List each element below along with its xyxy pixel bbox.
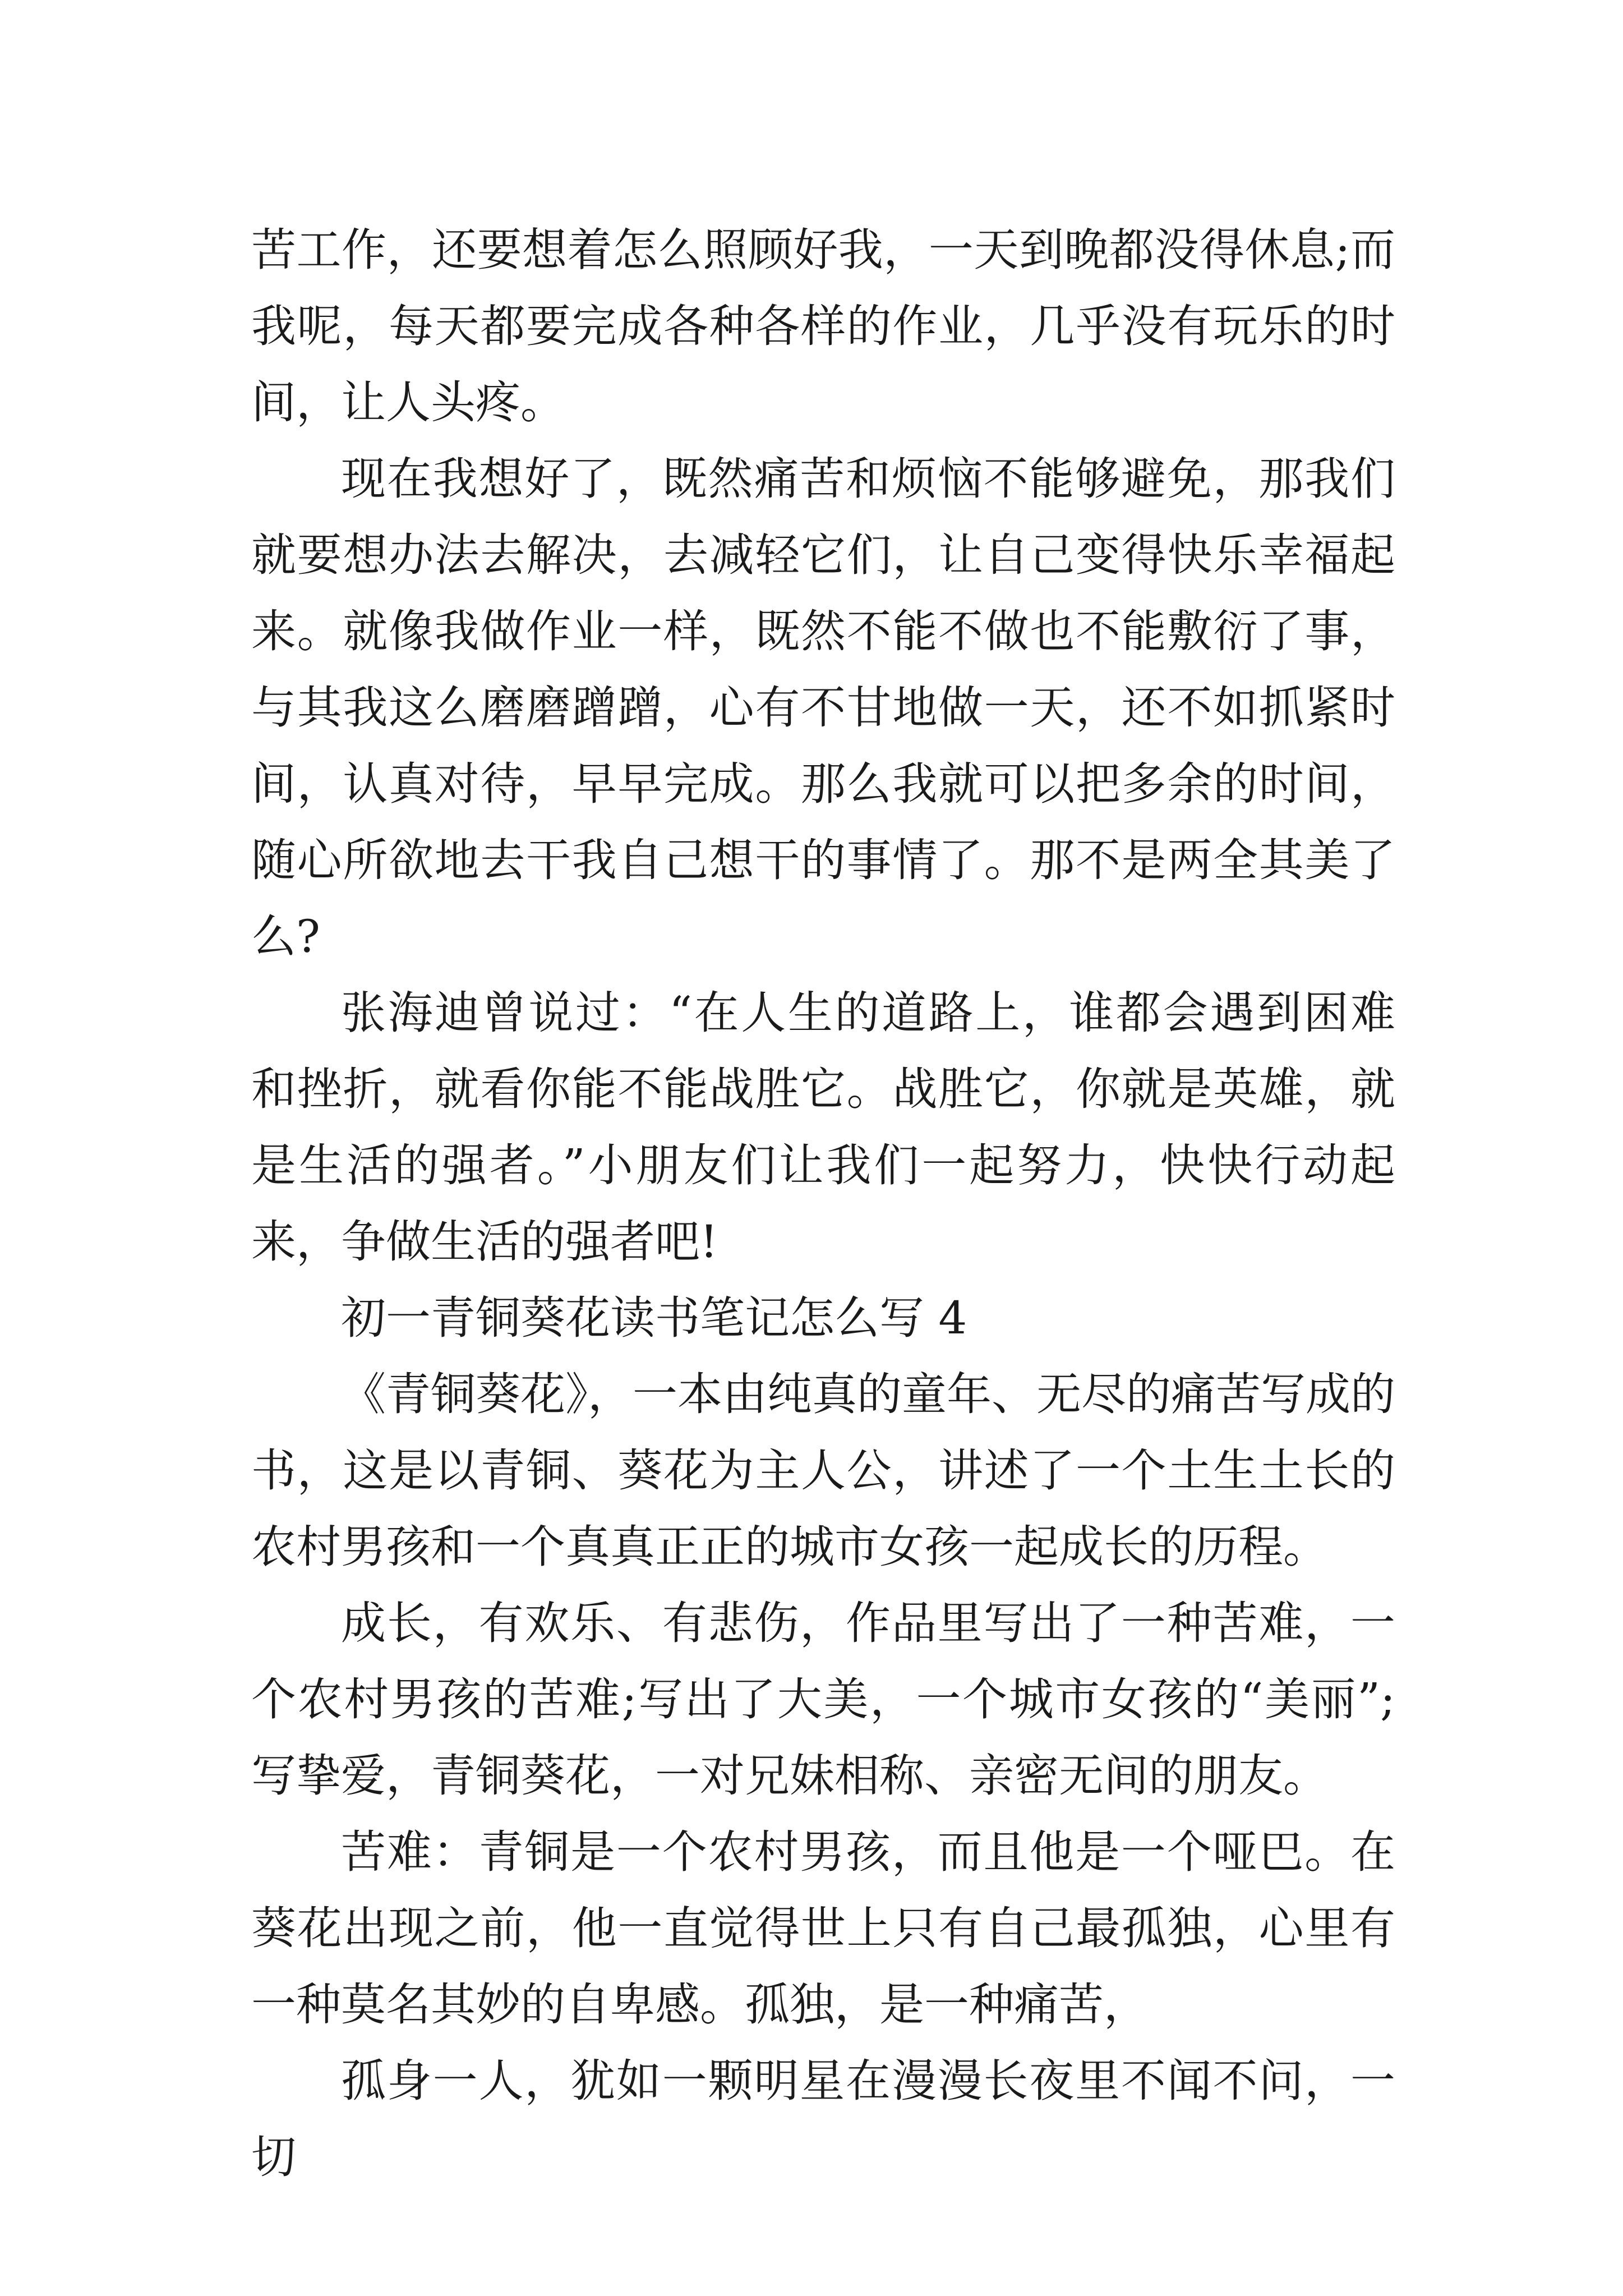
document-body [251, 212, 1395, 2196]
paragraph: 苦难：青铜是一个农村男孩，而且他是一个哑巴。在葵花出现之前，他一直觉得世上只有自己最孤独，心里有一种莫名其妙的自卑感。孤独，是一种痛苦， [251, 1826, 1395, 2031]
paragraph: 《青铜葵花》，一本由纯真的童年、无尽的痛苦写成的书，这是以青铜、葵花为主人公，讲述了一个土生土长的农村男孩和一个真真正正的城市女孩一起成长的历程。 [251, 1368, 1395, 1573]
paragraph: 现在我想好了，既然痛苦和烦恼不能够避免，那我们就要想办法去解决，去减轻它们，让自己变得快乐幸福起来。就像我做作业一样，既然不能不做也不能敷衍了事，与其我这么磨磨蹭蹭，心有不甘地做一天，还不如抓紧时间，认真对待，早早完成。那么我就可以把多余的时间，随心所欲地去干我自己想干的事情了。那不是两全其美了么? [251, 453, 1395, 963]
paragraph: 成长，有欢乐、有悲伤，作品里写出了一种苦难，一个农村男孩的苦难;写出了大美，一个城市女孩的“美丽”;写挚爱，青铜葵花，一对兄妹相称、亲密无间的朋友。 [251, 1597, 1395, 1802]
section-heading: 初一青铜葵花读书笔记怎么写 4 [341, 1292, 967, 1344]
paragraph-continuation: 苦工作，还要想着怎么照顾好我，一天到晚都没得休息;而我呢，每天都要完成各种各样的作业，几乎没有玩乐的时间，让人头疼。 [251, 224, 1395, 429]
paragraph: 张海迪曾说过：“在人生的道路上，谁都会遇到困难和挫折，就看你能不能战胜它。战胜它，你就是英雄，就是生活的强者。”小朋友们让我们一起努力，快快行动起来，争做生活的强者吧! [251, 987, 1395, 1268]
paragraph: 孤身一人，犹如一颗明星在漫漫长夜里不闻不问，一切 [251, 2055, 1395, 2183]
